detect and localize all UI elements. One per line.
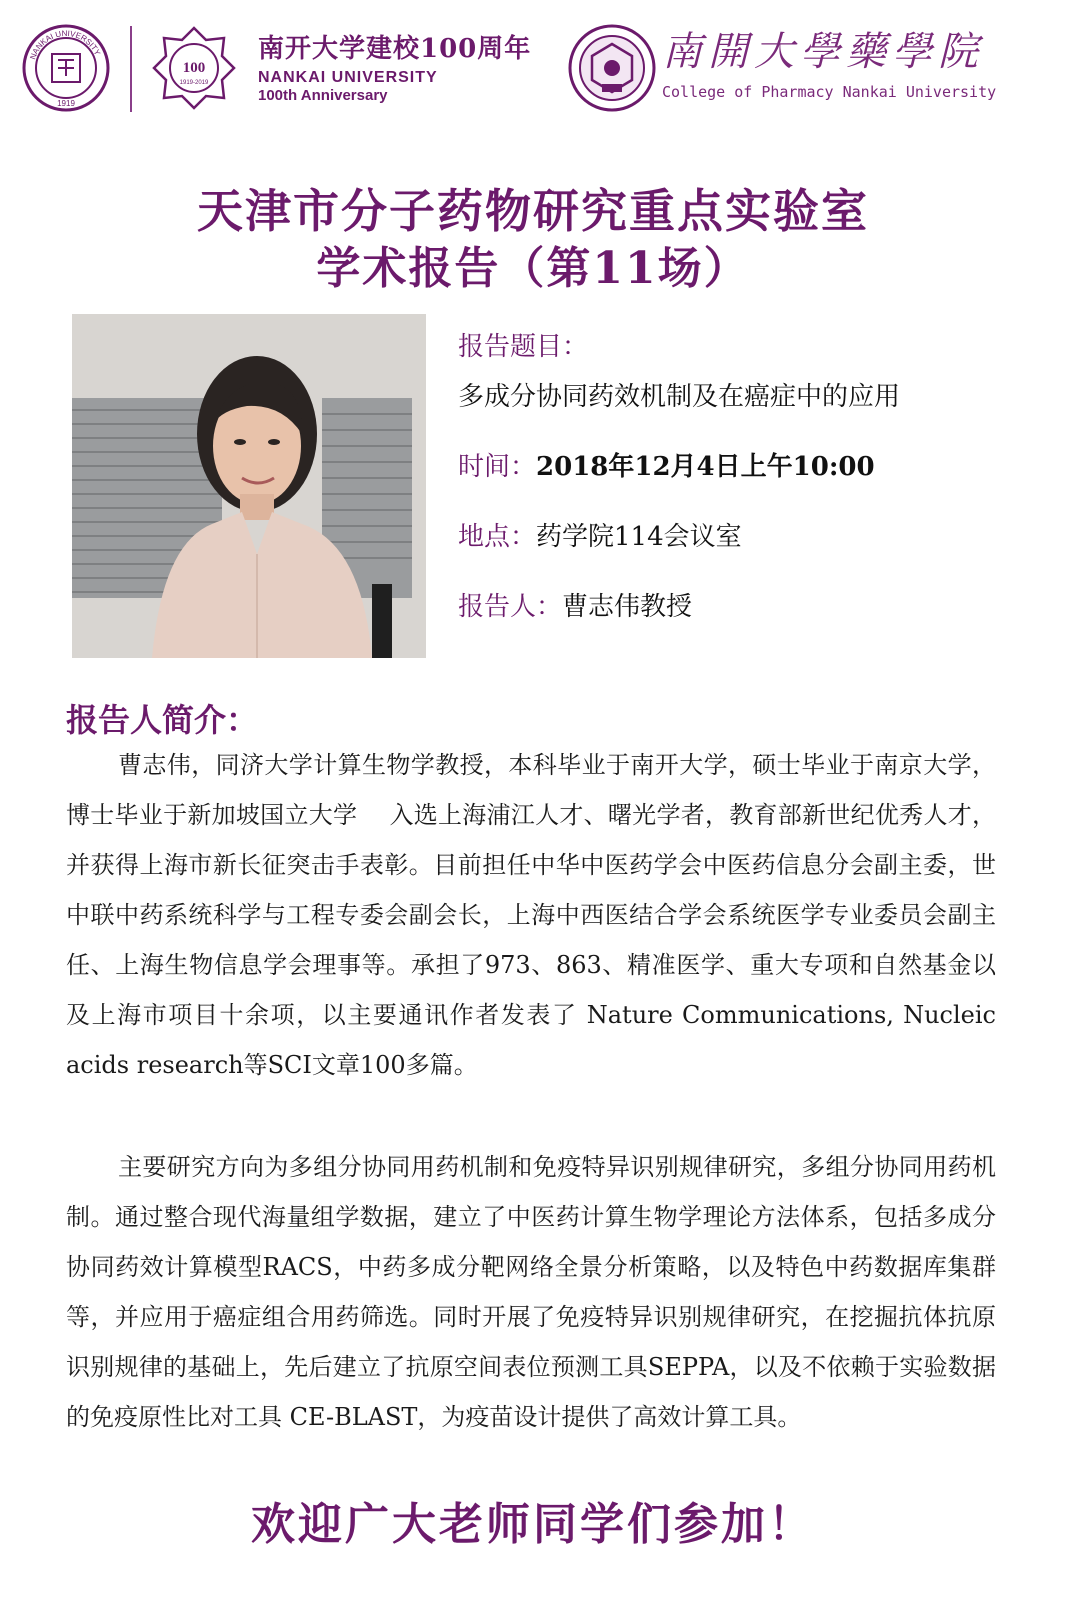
topic-value-row (458, 376, 900, 413)
seal-nankai-year: 1919 (57, 99, 75, 108)
anniversary-text-block (258, 28, 531, 104)
speaker-label: 报告人： (458, 592, 563, 622)
topic-label-row (458, 326, 588, 363)
college-text-block (662, 20, 996, 101)
bio-paragraph-2: 主要研究方向为多组分协同用药机制和免疫特异识别规律研究，多组分协同用药机制。通过整合现代海量组学数据，建立了中医药计算生物学理论方法体系，包括多成分协同药效计算模型RACS，中药多成分靶网络全景分析策略，以及特色中药数据库集群等，并应用于癌症组合用药筛选。同时开展了免疫特异识别规律研究，在挖掘抗体抗原识别规律的基础上，先后建立了抗原空间表位预测工具SEPPA，以及不依赖于实验数据的免疫原性比对工具 CE-BLAST，为疫苗设计提供了高效计算工具。 (66, 1153, 996, 1431)
time-row (458, 446, 875, 483)
header-divider (130, 26, 132, 112)
place-row (458, 516, 742, 553)
anniversary-title-en: NANKAI UNIVERSITY (258, 69, 438, 86)
anniversary-subtitle-en: 100th Anniversary (258, 87, 388, 104)
speaker-row (458, 586, 692, 623)
bio-paragraph-1: 曹志伟，同济大学计算生物学教授，本科毕业于南开大学，硕士毕业于南京大学，博士毕业于新加坡国立大学 入选上海浦江人才、曙光学者，教育部新世纪优秀人才，并获得上海市新长征突击手表彰。目前担任中华中医药学会中医药信息分会副主委，世中联中药系统科学与工程专委会副会长，上海中西医结合学会系统医学专业委员会副主任、上海生物信息学会理事等。承担了973、863、精准医学、重大专项和自然基金以及上海市项目十余项，以主要通讯作者发表了 Nature Communications, Nucleic acids research等SCI文章100多篇。 (66, 751, 996, 1079)
speaker-value: 曹志伟教授 (562, 592, 693, 622)
welcome-message: 欢迎广大老师同学们参加！ (251, 1499, 815, 1550)
place-label: 地点： (458, 522, 537, 552)
college-of-pharmacy-seal-logo (568, 24, 656, 112)
topic-value: 多成分协同药效机制及在癌症中的应用 (458, 382, 901, 412)
nankai-university-seal-logo (22, 24, 110, 112)
centennial-badge-logo (152, 26, 236, 110)
topic-label: 报告题目： (458, 332, 589, 362)
college-name-en: College of Pharmacy Nankai University (662, 83, 997, 101)
header (0, 0, 1066, 120)
page-subtitle: 学术报告（第11场） (316, 243, 750, 294)
bio-heading: 报告人简介： (66, 701, 259, 739)
page-title: 天津市分子药物研究重点实验室 (197, 184, 869, 238)
college-name-cn: 南開大學藥學院 (662, 29, 984, 75)
time-label: 时间： (458, 452, 537, 482)
time-value: 2018年12月4日上午10:00 (536, 452, 875, 482)
anniversary-title-cn: 南开大学建校100周年 (258, 34, 532, 64)
place-value: 药学院114会议室 (536, 522, 742, 552)
speaker-photo (72, 314, 426, 658)
seal-nankai-text: NANKAI UNIVERSITY (28, 28, 103, 61)
seal-100-years: 1919-2019 (179, 80, 209, 86)
seal-100-text: 100 (182, 60, 206, 76)
